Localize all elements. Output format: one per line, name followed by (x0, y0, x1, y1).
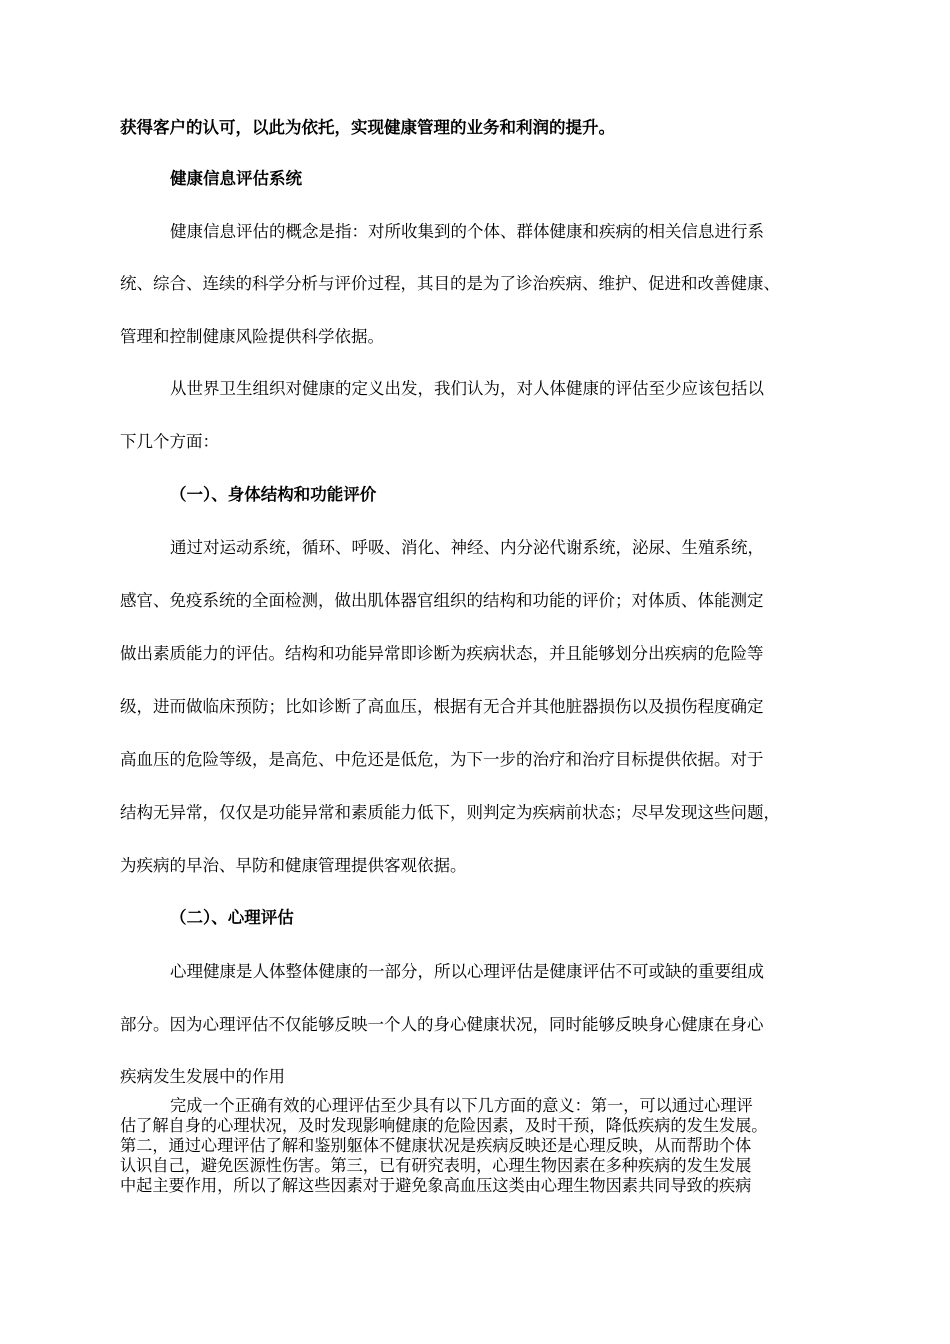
para-who-line-2: 下几个方面： (120, 432, 219, 451)
para-concept-line-2: 统、综合、连续的科学分析与评价过程，其目的是为了诊治疾病、维护、促进和改善健康、 (120, 274, 780, 293)
heading-body-structure: （一）、身体结构和功能评价 (170, 485, 377, 504)
para-who-line-1: 从世界卫生组织对健康的定义出发，我们认为，对人体健康的评估至少应该包括以 (170, 379, 764, 398)
para-psych-line-2: 部分。因为心理评估不仅能够反映一个人的身心健康状况，同时能够反映身心健康在身心 (120, 1015, 764, 1034)
para-body-line-2: 感官、免疫系统的全面检测，做出肌体器官组织的结构和功能的评价；对体质、体能测定 (120, 591, 764, 610)
para-concept-line-1: 健康信息评估的概念是指：对所收集到的个体、群体健康和疾病的相关信息进行系 (170, 222, 764, 241)
para-body-line-5: 高血压的危险等级，是高危、中危还是低危，为下一步的治疗和治疗目标提供依据。对于 (120, 750, 764, 769)
para-meaning-line-1: 完成一个正确有效的心理评估至少具有以下几方面的意义：第一，可以通过心理评 (170, 1096, 753, 1115)
heading-psych-eval: （二）、心理评估 (170, 908, 294, 927)
para-meaning-line-5: 中起主要作用，所以了解这些因素对于避免象高血压这类由心理生物因素共同导致的疾病 (120, 1176, 752, 1195)
para-meaning-line-3: 第二，通过心理评估了解和鉴别躯体不健康状况是疾病反映还是心理反映，从而帮助个体 (120, 1136, 752, 1155)
opening-line: 获得客户的认可，以此为依托，实现健康管理的业务和利润的提升。 (120, 118, 615, 137)
para-body-line-7: 为疾病的早治、早防和健康管理提供客观依据。 (120, 856, 467, 875)
para-meaning-line-2: 估了解自身的心理状况，及时发现影响健康的危险因素，及时干预，降低疾病的发生发展。 (120, 1116, 768, 1135)
heading-health-info-system: 健康信息评估系统 (170, 169, 302, 188)
para-meaning-line-4: 认识自己，避免医源性伤害。第三，已有研究表明，心理生物因素在多种疾病的发生发展 (120, 1156, 752, 1175)
para-body-line-6: 结构无异常，仅仅是功能异常和素质能力低下，则判定为疾病前状态；尽早发现这些问题， (120, 803, 780, 822)
para-body-line-4: 级，进而做临床预防；比如诊断了高血压，根据有无合并其他脏器损伤以及损伤程度确定 (120, 697, 764, 716)
para-concept-line-3: 管理和控制健康风险提供科学依据。 (120, 327, 384, 346)
para-body-line-1: 通过对运动系统，循环、呼吸、消化、神经、内分泌代谢系统，泌尿、生殖系统， (170, 538, 764, 557)
para-psych-line-1: 心理健康是人体整体健康的一部分，所以心理评估是健康评估不可或缺的重要组成 (170, 962, 764, 981)
para-psych-line-3: 疾病发生发展中的作用 (120, 1067, 285, 1086)
para-body-line-3: 做出素质能力的评估。结构和功能异常即诊断为疾病状态，并且能够划分出疾病的危险等 (120, 644, 764, 663)
